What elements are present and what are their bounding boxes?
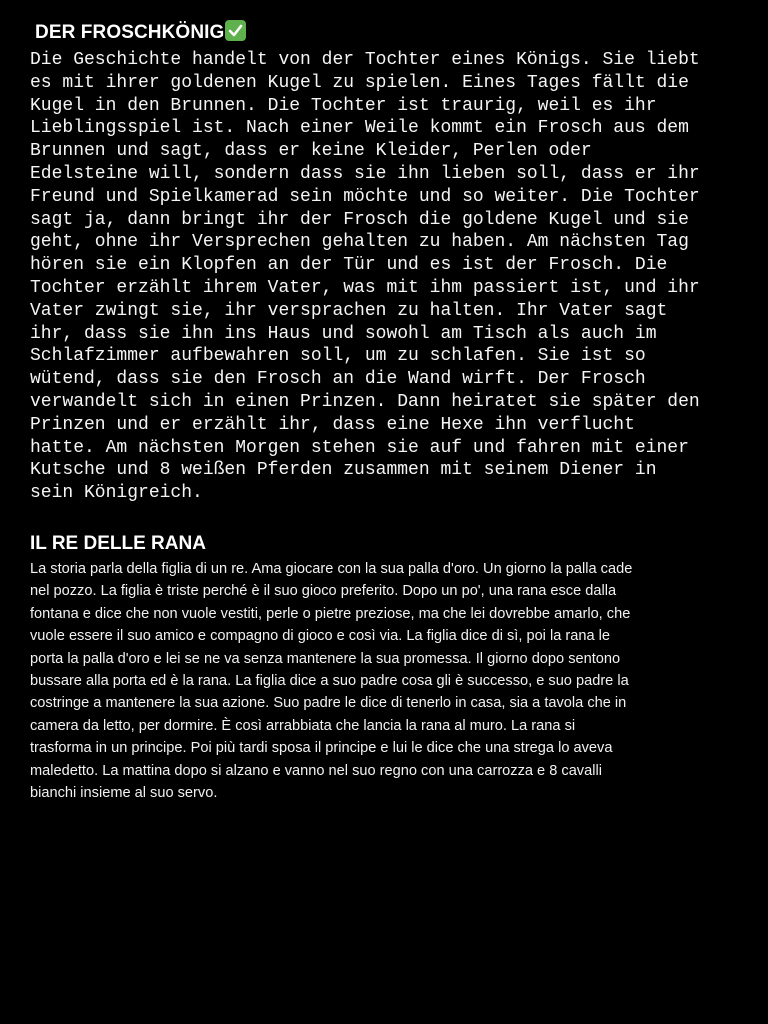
german-title-text: DER FROSCHKÖNIG: [35, 22, 225, 43]
check-mark-button-icon: [225, 20, 246, 41]
german-title: [35, 20, 246, 46]
italian-story-text: La storia parla della figlia di un re. Ama giocare con la sua palla d'oro. Un giorno la palla cade nel pozzo. La figlia è triste perché è il suo gioco preferito. Dopo un po', una rana esce dalla fontana e dice che non vuole vestiti, perle o pietre preziose, ma che lei dovrebbe amarlo, che vuole essere il suo amico e compagno di gioco e così via. La figlia dice di sì, poi la rana le porta la palla d'oro e lei se ne va senza mantenere la sua promessa. Il giorno dopo sentono bussare alla porta ed è la rana. La figlia dice a suo padre cosa gli è successo, e suo padre la costringe a mantenere la sua azione. Suo padre le dice di tenerlo in casa, sia a tavola che in camera da letto, per dormire. È così arrabbiata che lancia la rana al muro. La rana si trasforma in un principe. Poi più tardi sposa il principe e lui le dice che una strega lo aveva maledetto. La mattina dopo si alzano e vanno nel suo regno con una carrozza e 8 cavalli bianchi insieme al suo servo.: [30, 561, 633, 802]
german-story-text: Die Geschichte handelt von der Tochter eines Königs. Sie liebt es mit ihrer goldenen Kugel zu spielen. Eines Tages fällt die Kugel in den Brunnen. Die Tochter ist traurig, weil es ihr Lieblingsspiel ist. Nach einer Weile kommt ein Frosch aus dem Brunnen und sagt, dass er keine Kleider, Perlen oder Edelsteine will, sondern dass sie ihn lieben soll, dass er ihr Freund und Spielkamerad sein möchte und so weiter. Die Tochter sagt ja, dann bringt ihr der Frosch die goldene Kugel und sie geht, ohne ihr Versprechen gehalten zu haben. Am nächsten Tag hören sie ein Klopfen an der Tür und es ist der Frosch. Die Tochter erzählt ihrem Vater, was mit ihm passiert ist, und ihr Vater zwingt sie, ihr versprachen zu halten. Ihr Vater sagt ihr, dass sie ihn ins Haus und sowohl am Tisch als auch im Schlafzimmer aufbewahren soll, um zu schlafen. Sie ist so wütend, dass sie den Frosch an die Wand wirft. Der Frosch verwandelt sich in einen Prinzen. Dann heiratet sie später den Prinzen und er erzählt ihr, dass eine Hexe ihn verflucht hatte. Am nächsten Morgen stehen sie auf und fahren mit einer Kutsche und 8 weißen Pferden zusammen mit seinem Diener in sein Königreich.: [30, 50, 700, 504]
italian-title: IL RE DELLE RANA: [30, 533, 206, 554]
